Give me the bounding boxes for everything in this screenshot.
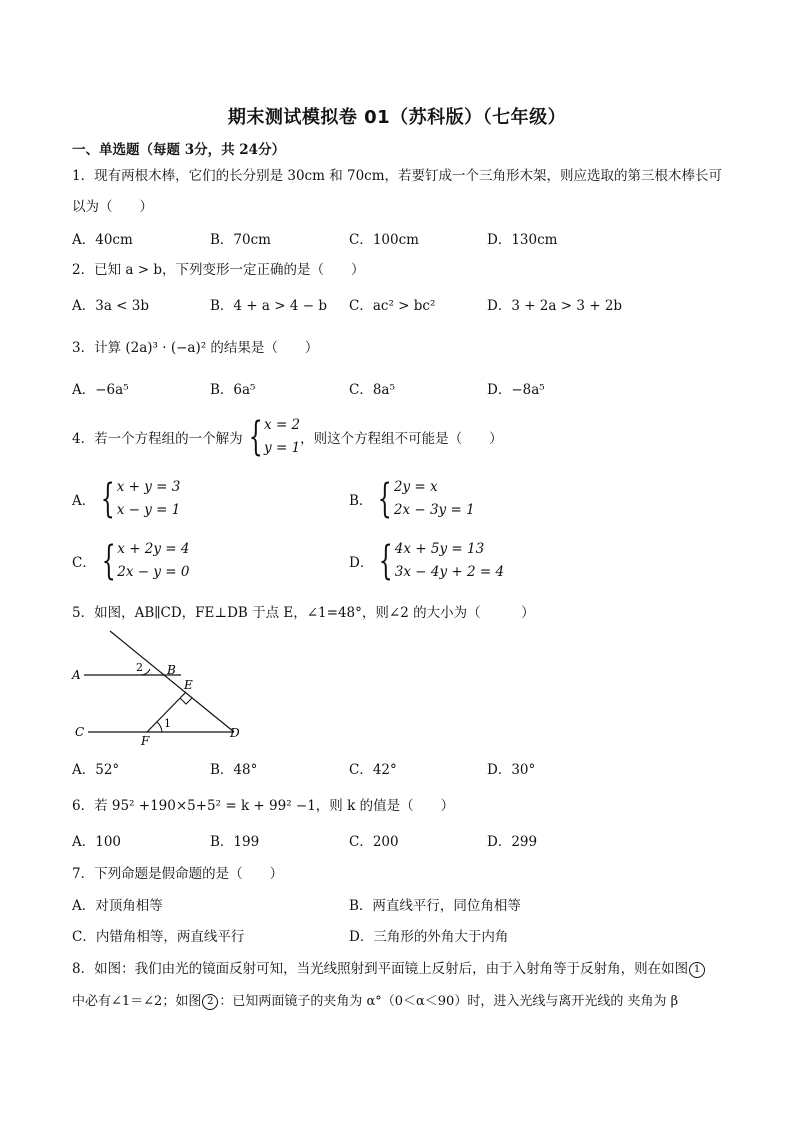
q4-d-eq2: 3x − 4y + 2 = 4 xyxy=(394,564,505,580)
q4-stem-post: ，则这个方程组不可能是（ ） xyxy=(300,431,503,447)
q1-option-c: C．100cm xyxy=(349,232,419,248)
label-angle-2: 2 xyxy=(136,661,143,674)
q1-option-d: D．130cm xyxy=(487,232,558,248)
q2-option-c: C．ac² > bc² xyxy=(349,298,436,314)
circled-one-icon: 1 xyxy=(689,962,705,978)
q4-option-a-system xyxy=(117,476,181,522)
q4-option-b-system-wrap xyxy=(372,476,474,522)
q4-solution-system xyxy=(264,414,300,460)
question-3: 3．计算 (2a)³ · (−a)² 的结果是（ ） xyxy=(72,340,319,356)
question-5: 5．如图，AB∥CD，FE⊥DB 于点 E，∠1=48°，则∠2 的大小为（ ） xyxy=(72,605,535,621)
question-8-line2 xyxy=(72,990,678,1010)
geometry-figure xyxy=(66,625,256,750)
q5-option-c: C．42° xyxy=(349,762,397,778)
line-db xyxy=(110,631,234,732)
q1-option-b: B．70cm xyxy=(210,232,271,248)
q7-option-a: A．对顶角相等 xyxy=(72,898,163,914)
question-6: 6．若 95² +190×5+5² = k + 99² −1，则 k 的值是（ ） xyxy=(72,798,455,814)
q4-option-c xyxy=(72,538,190,584)
q4-c-eq2: 2x − y = 0 xyxy=(117,564,190,580)
q4-solution-line2: y = 1 xyxy=(264,440,301,456)
q4-option-b xyxy=(349,476,475,522)
q4-option-d-system xyxy=(395,538,504,584)
q3-option-d: D．−8a⁵ xyxy=(487,382,545,398)
q4-option-d-label: D． xyxy=(349,555,374,571)
q2-option-d: D．3 + 2a > 3 + 2b xyxy=(487,298,623,314)
question-2: 2．已知 a > b，下列变形一定正确的是（ ） xyxy=(72,262,365,278)
q4-stem-pre: 4．若一个方程组的一个解为 xyxy=(72,431,243,447)
label-e: E xyxy=(184,678,193,692)
label-c: C xyxy=(75,725,85,739)
label-a: A xyxy=(72,668,81,682)
q1-option-a: A．40cm xyxy=(72,232,133,248)
right-angle-mark xyxy=(180,698,192,704)
q6-option-b: B．199 xyxy=(210,834,260,850)
q4-option-c-label: C． xyxy=(72,555,96,571)
q4-option-d xyxy=(349,538,504,584)
q4-option-d-system-wrap xyxy=(373,538,504,584)
brace-icon: { xyxy=(379,538,394,584)
q8-line1-text: 8．如图：我们由光的镜面反射可知，当光线照射到平面镜上反射后，由于入射角等于反射角，则在如图 xyxy=(72,961,689,977)
q4-b-eq2: 2x − 3y = 1 xyxy=(393,502,475,518)
q7-option-b: B．两直线平行，同位角相等 xyxy=(349,898,521,914)
question-1-line1: 1．现有两根木棒，它们的长分别是 30cm 和 70cm，若要钉成一个三角形木架，则应选取的第三根木棒长可 xyxy=(72,168,723,184)
q2-option-b: B．4 + a > 4 − b xyxy=(210,298,327,314)
q5-option-d: D．30° xyxy=(487,762,536,778)
q6-option-c: C．200 xyxy=(349,834,399,850)
q4-d-eq1: 4x + 5y = 13 xyxy=(394,541,485,557)
q8-line2-part-a: 中必有∠1＝∠2；如图 xyxy=(72,994,202,1009)
angle-1-arc xyxy=(157,722,162,732)
q4-solution-line1: x = 2 xyxy=(264,417,301,433)
q4-c-eq1: x + 2y = 4 xyxy=(117,541,190,557)
label-d: D xyxy=(230,726,240,740)
q4-option-c-system xyxy=(117,538,189,584)
section-heading: 一、单选题（每题 3分，共 24分） xyxy=(72,142,286,158)
q5-option-b: B．48° xyxy=(210,762,258,778)
q3-option-c: C．8a⁵ xyxy=(349,382,395,398)
q4-option-a xyxy=(72,476,180,522)
brace-icon: { xyxy=(101,538,116,584)
q3-option-a: A．−6a⁵ xyxy=(72,382,129,398)
q5-option-a: A．52° xyxy=(72,762,120,778)
brace-icon: { xyxy=(378,476,393,522)
q7-option-d: D．三角形的外角大于内角 xyxy=(349,929,509,945)
question-4 xyxy=(72,414,503,460)
q4-a-eq1: x + y = 3 xyxy=(116,479,181,495)
label-f: F xyxy=(141,734,150,748)
q2-option-a: A．3a < 3b xyxy=(72,298,150,314)
q4-solution xyxy=(243,414,301,460)
q4-option-c-system-wrap xyxy=(96,538,190,584)
label-b: B xyxy=(167,663,176,677)
brace-icon: { xyxy=(248,414,263,460)
brace-icon: { xyxy=(100,476,115,522)
q4-option-a-label: A． xyxy=(72,493,96,509)
circled-two-icon: 2 xyxy=(202,994,218,1010)
question-8-line1 xyxy=(72,957,706,978)
question-1-line2: 以为（ ） xyxy=(72,199,153,215)
page-title: 期末测试模拟卷 01（苏科版）（七年级） xyxy=(227,107,567,128)
q8-line2-part-b: ：已知两面镜子的夹角为 α°（0＜α＜90）时，进入光线与离开光线的 夹角为 β xyxy=(219,994,679,1009)
question-7: 7．下列命题是假命题的是（ ） xyxy=(72,866,284,882)
label-angle-1: 1 xyxy=(164,717,171,730)
q4-option-a-system-wrap xyxy=(95,476,180,522)
q4-option-b-label: B． xyxy=(349,493,373,509)
q4-b-eq1: 2y = x xyxy=(393,479,438,495)
q6-option-a: A．100 xyxy=(72,834,122,850)
q4-a-eq2: x − y = 1 xyxy=(116,502,181,518)
q3-option-b: B．6a⁵ xyxy=(210,382,256,398)
q4-option-b-system xyxy=(394,476,475,522)
q6-option-d: D．299 xyxy=(487,834,538,850)
q7-option-c: C．内错角相等，两直线平行 xyxy=(72,929,245,945)
